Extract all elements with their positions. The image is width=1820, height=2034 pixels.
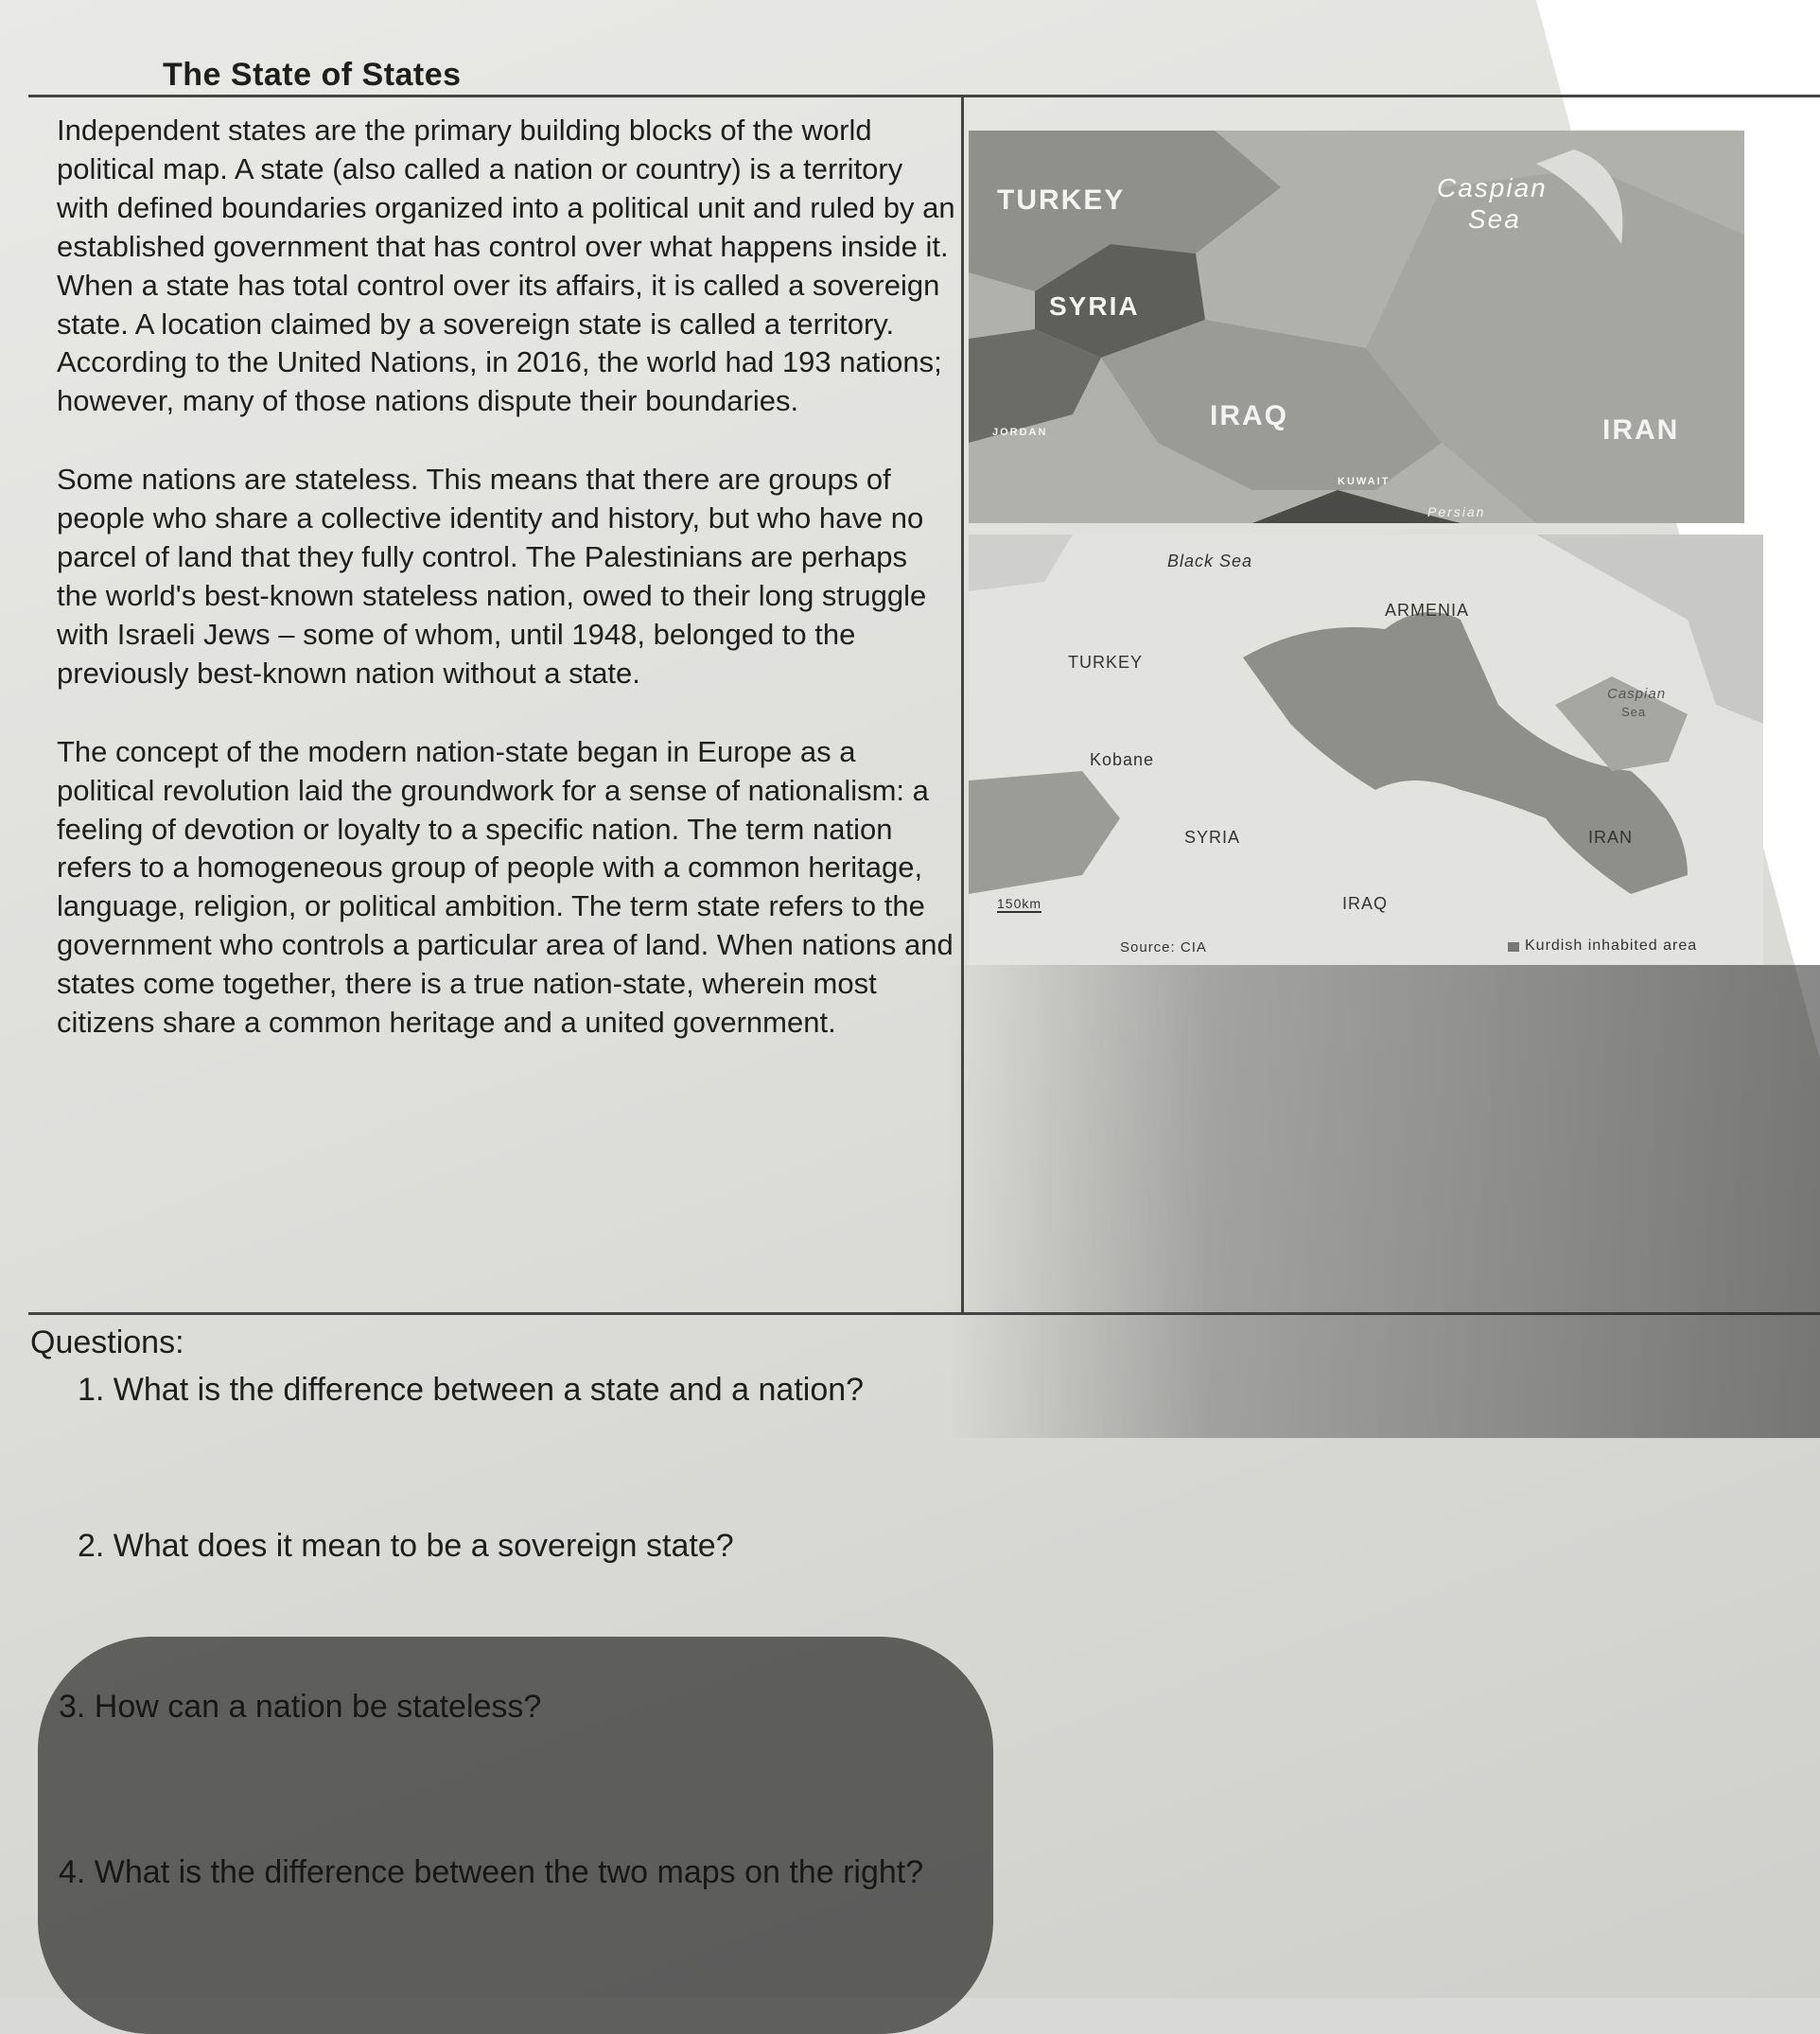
scale-bar: 150km bbox=[997, 896, 1042, 911]
label-iraq-kurdish: IRAQ bbox=[1342, 894, 1389, 913]
label-sea-kurdish: Sea bbox=[1621, 705, 1647, 719]
political-map bbox=[969, 131, 1744, 523]
label-iran: IRAN bbox=[1602, 414, 1680, 446]
paragraph-stateless: Some nations are stateless. This means that there are groups of people who share a collective identity and history, but who have no parcel of land that they fully control. The Palestinians are perhaps the world's best-known stateless nation, owed to their long struggle with Israeli Jews – some of whom, until 1948, belonged to the previously best-known nation without a state. bbox=[57, 463, 927, 690]
label-armenia: ARMENIA bbox=[1385, 601, 1470, 620]
label-iraq: IRAQ bbox=[1210, 400, 1288, 431]
label-black-sea: Black Sea bbox=[1167, 552, 1253, 570]
map-source: Source: CIA bbox=[1120, 939, 1207, 956]
question-1: 1. What is the difference between a state and a nation? bbox=[78, 1372, 865, 1408]
page-title: The State of States bbox=[163, 57, 462, 93]
question-2: 2. What does it mean to be a sovereign state? bbox=[78, 1528, 734, 1564]
label-kuwait: KUWAIT bbox=[1338, 476, 1391, 487]
label-persian: Persian bbox=[1427, 504, 1486, 519]
photo-shadow-right bbox=[946, 965, 1820, 1438]
paragraph-states: Independent states are the primary building blocks of the world political map. A state (also called a nation or country) is a territory with defined boundaries organized into a political unit and ruled by an established government that has control over what happens inside it. When a state has total control over its affairs, it is called a sovereign state. A location claimed by a sovereign state is called a territory. According to the United Nations, in 2016, the world had 193 nations; however, many of those nations dispute their boundaries. bbox=[57, 114, 955, 418]
label-caspian-kurdish: Caspian bbox=[1607, 686, 1667, 702]
label-sea: Sea bbox=[1468, 204, 1521, 234]
label-turkey-kurdish: TURKEY bbox=[1068, 653, 1144, 672]
paragraph-nation-state: The concept of the modern nation-state began in Europe as a political revolution laid the groundwork for a sense of nationalism: a feeling of devotion or loyalty to a specific nation. The term nation refers to a homogeneous group of people with a common heritage, language, religion, or political ambition. The term state refers to the government who controls a particular area of land. When nations and states come together, there is a true nation-state, wherein most citizens share a common heritage and a united government. bbox=[57, 734, 954, 1040]
label-iran-kurdish: IRAN bbox=[1588, 828, 1634, 847]
legend-swatch bbox=[1508, 942, 1519, 952]
photo-shadow-bottom bbox=[38, 1637, 993, 2034]
kurdish-map bbox=[969, 535, 1763, 965]
label-syria: SYRIA bbox=[1049, 291, 1140, 321]
questions-heading: Questions: bbox=[30, 1324, 184, 1360]
legend-kurdish-area: Kurdish inhabited area bbox=[1525, 938, 1698, 954]
label-syria-kurdish: SYRIA bbox=[1184, 828, 1241, 847]
article-text bbox=[57, 112, 955, 1082]
label-kobane: Kobane bbox=[1090, 750, 1155, 769]
label-turkey: TURKEY bbox=[997, 184, 1126, 216]
label-jordan: JORDAN bbox=[992, 427, 1048, 438]
label-caspian: Caspian bbox=[1437, 173, 1548, 202]
